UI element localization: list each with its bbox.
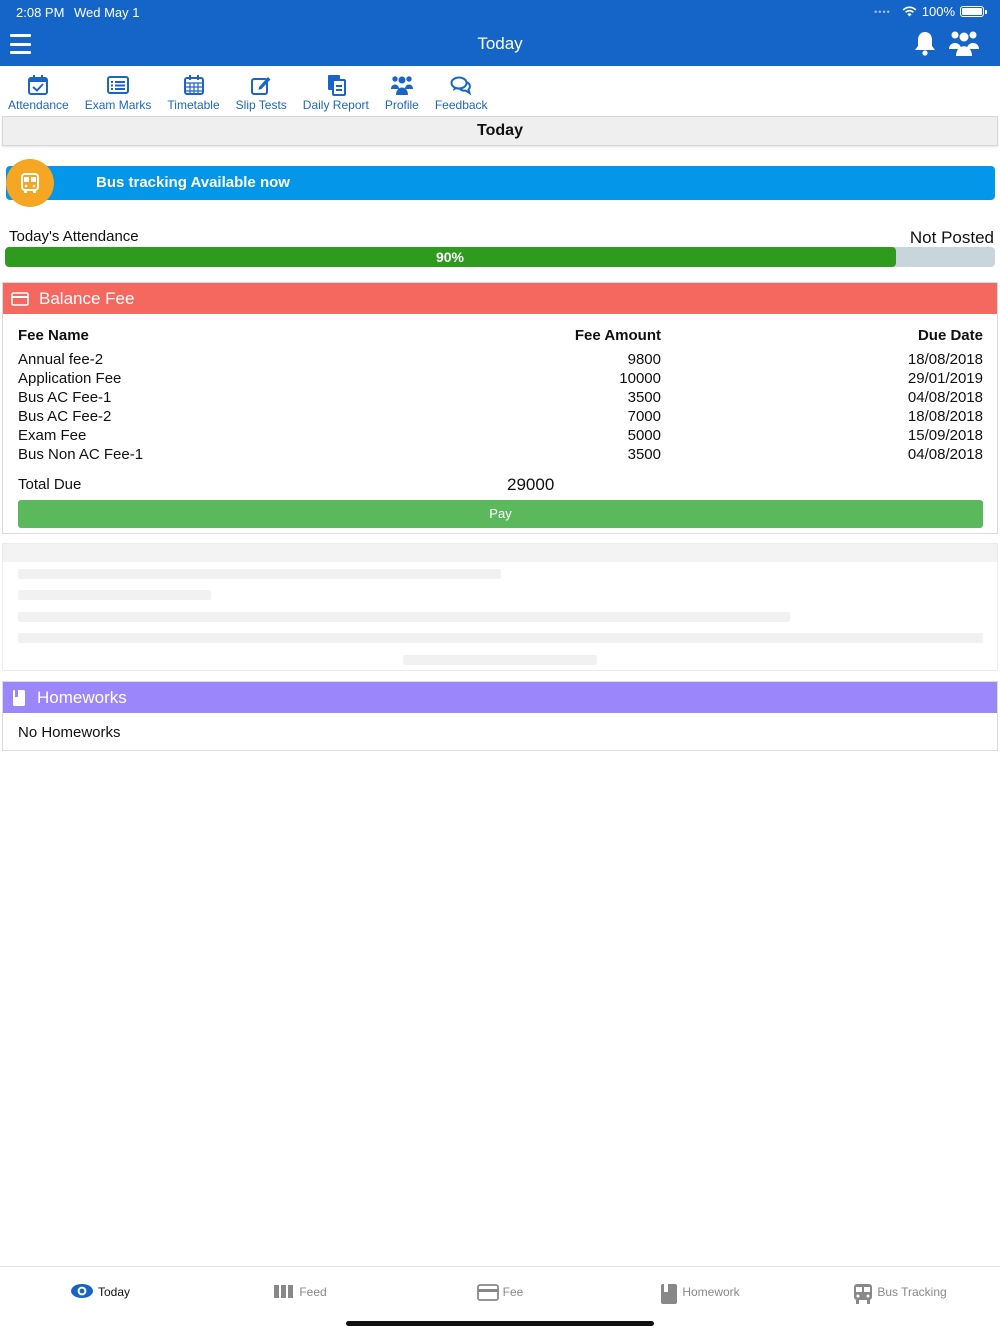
quick-nav-timetable[interactable]	[167, 66, 219, 112]
comments-icon	[450, 74, 472, 96]
quick-nav-label: Attendance	[8, 98, 69, 112]
calendar-grid-icon	[183, 74, 205, 96]
total-due-label: Total Due	[18, 476, 82, 493]
table-row	[18, 446, 983, 465]
page-title: Today	[477, 34, 523, 53]
skeleton-line	[18, 612, 790, 622]
fee-name: Application Fee	[18, 370, 122, 387]
bus-tracking-banner[interactable]	[6, 166, 995, 200]
signal-icon: ••••	[874, 6, 891, 17]
skeleton-line	[18, 590, 211, 600]
column-due-date: Due Date	[917, 327, 983, 344]
table-row	[18, 389, 983, 408]
quick-nav-profile[interactable]	[385, 66, 419, 112]
battery-icon	[960, 6, 984, 17]
fee-due-date: 29/01/2019	[907, 370, 983, 387]
quick-nav-label: Exam Marks	[84, 98, 152, 112]
pay-button[interactable]: Pay	[18, 500, 983, 528]
fee-table	[18, 327, 983, 465]
quick-nav-label: Feedback	[434, 98, 488, 112]
quick-nav-label: Daily Report	[302, 98, 369, 112]
tab-bus-tracking[interactable]	[800, 1267, 1000, 1335]
eye-icon	[70, 1283, 94, 1299]
status-indicators	[874, 4, 984, 19]
skeleton-line	[403, 655, 597, 665]
quick-nav-label: Profile	[384, 98, 419, 112]
quick-nav-daily-report[interactable]	[303, 66, 369, 112]
book-icon	[660, 1283, 678, 1305]
app-header	[0, 0, 1000, 66]
table-row	[18, 408, 983, 427]
credit-card-icon	[11, 292, 29, 306]
bus-icon	[19, 172, 41, 194]
quick-nav-label: Slip Tests	[235, 98, 287, 112]
fee-due-date: 04/08/2018	[907, 389, 983, 406]
column-fee-name: Fee Name	[18, 327, 89, 344]
balance-fee-header	[3, 283, 997, 314]
tab-today[interactable]	[0, 1267, 200, 1335]
attendance-percent: 90%	[435, 249, 465, 265]
status-time: 2:08 PM	[16, 5, 65, 20]
users-icon[interactable]	[949, 29, 979, 57]
fee-amount: 3500	[627, 389, 661, 406]
homeworks-card	[2, 681, 998, 751]
home-indicator	[346, 1321, 654, 1326]
homeworks-title: Homeworks	[37, 687, 127, 707]
fee-due-date: 04/08/2018	[907, 446, 983, 463]
battery-percent: 100%	[921, 4, 955, 19]
fee-name: Bus Non AC Fee-1	[18, 446, 144, 463]
book-icon	[11, 689, 27, 707]
fee-amount: 7000	[627, 408, 661, 425]
tab-label: Today	[97, 1285, 131, 1299]
bus-banner-text: Bus tracking Available now	[96, 174, 290, 191]
fee-due-date: 15/09/2018	[907, 427, 983, 444]
column-fee-amount: Fee Amount	[574, 327, 661, 344]
users-icon	[391, 74, 413, 96]
quick-nav-slip-tests[interactable]	[236, 66, 287, 112]
bus-icon	[853, 1283, 873, 1305]
fee-due-date: 18/08/2018	[907, 351, 983, 368]
fee-amount: 5000	[627, 427, 661, 444]
table-row	[18, 351, 983, 370]
tab-label: Bus Tracking	[877, 1285, 947, 1299]
balance-fee-card	[2, 282, 998, 534]
section-title: Today	[2, 116, 998, 146]
quick-nav-label: Timetable	[167, 98, 220, 112]
fee-amount: 10000	[619, 370, 661, 387]
skeleton-header	[3, 544, 997, 562]
tab-label: Homework	[682, 1285, 740, 1299]
attendance-status: Not Posted	[909, 228, 994, 247]
fee-amount: 9800	[627, 351, 661, 368]
list-icon	[107, 74, 129, 96]
fee-name: Exam Fee	[18, 427, 87, 444]
table-row	[18, 370, 983, 389]
loading-placeholder-card	[2, 543, 998, 671]
homeworks-empty-text: No Homeworks	[18, 724, 121, 741]
skeleton-line	[18, 569, 501, 579]
total-due-value: 29000	[507, 475, 555, 494]
skeleton-line	[18, 633, 983, 643]
quick-nav-exam-marks[interactable]	[85, 66, 152, 112]
fee-name: Bus AC Fee-2	[18, 408, 112, 425]
bell-icon[interactable]	[912, 30, 938, 56]
edit-icon	[250, 74, 272, 96]
quick-nav-attendance[interactable]	[8, 66, 69, 112]
status-date: Wed May 1	[74, 5, 140, 20]
tab-label: Fee	[502, 1285, 524, 1299]
wifi-icon	[902, 6, 917, 17]
attendance-label: Today's Attendance	[9, 228, 139, 245]
fee-amount: 3500	[627, 446, 661, 463]
calendar-check-icon	[27, 74, 49, 96]
fee-name: Annual fee-2	[18, 351, 104, 368]
copy-icon	[325, 74, 347, 96]
credit-card-icon	[477, 1283, 499, 1301]
quick-nav-feedback[interactable]	[435, 66, 488, 112]
fee-name: Bus AC Fee-1	[18, 389, 112, 406]
bus-icon-badge	[6, 159, 54, 207]
balance-fee-title: Balance Fee	[39, 288, 135, 308]
quick-nav	[0, 66, 1000, 116]
fee-due-date: 18/08/2018	[907, 408, 983, 425]
table-row	[18, 427, 983, 446]
homeworks-header	[3, 682, 997, 713]
columns-icon	[273, 1283, 295, 1299]
fee-table-header	[18, 327, 983, 351]
tab-label: Feed	[299, 1285, 327, 1299]
attendance-progress	[5, 247, 995, 267]
